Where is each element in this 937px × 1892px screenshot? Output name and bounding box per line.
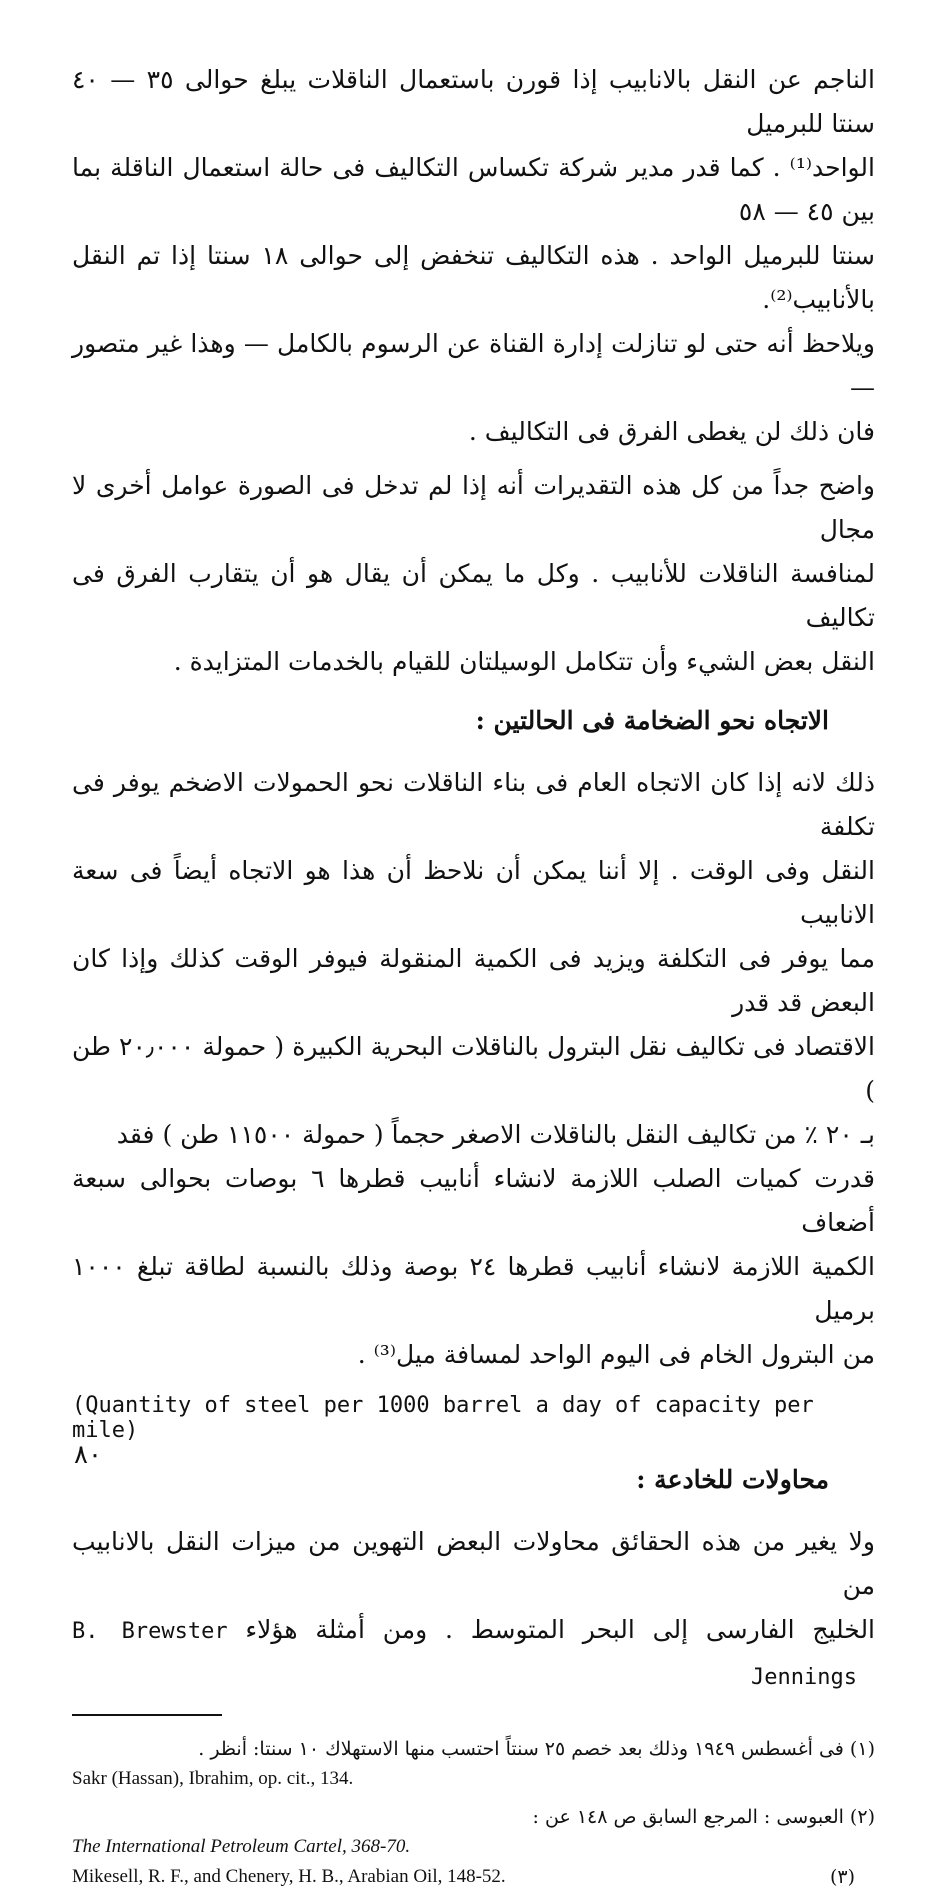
- arabic-text: الخليج الفارسى إلى البحر المتوسط . ومن أمثلة هؤلاء: [245, 1615, 876, 1644]
- footnote-1-ref: Sakr (Hassan), Ibrahim, op. cit., 134.: [72, 1768, 354, 1789]
- footnote-3-row: [72, 1862, 875, 1892]
- text-line: قدرت كميات الصلب اللازمة لانشاء أنابيب قطرها ٦ بوصات بحوالى سبعة أضعاف: [72, 1164, 875, 1237]
- text-line: من البترول الخام فى اليوم الواحد لمسافة ميل⁽³⁾ .: [357, 1340, 875, 1369]
- text-line: لمنافسة الناقلات للأنابيب . وكل ما يمكن أن يقال هو أن يتقارب الفرق فى تكاليف: [72, 559, 875, 632]
- text-line: ذلك لانه إذا كان الاتجاه العام فى بناء الناقلات نحو الحمولات الاضخم يوفر فى تكلفة: [72, 768, 875, 841]
- text-line: بـ ٢٠ ٪ من تكاليف النقل بالناقلات الاصغر حجماً ( حمولة ١١٥٠٠ طن ) فقد: [116, 1120, 875, 1149]
- text-line: فان ذلك لن يغطى الفرق فى التكاليف .: [468, 417, 875, 446]
- footnote-2: (٢) العبوسى : المرجع السابق ص ١٤٨ عن :: [532, 1806, 875, 1828]
- section-heading: الاتجاه نحو الضخامة فى الحالتين :: [475, 706, 829, 735]
- text-line: الناجم عن النقل بالانابيب إذا قورن باستعمال الناقلات يبلغ حوالى ٣٥ — ٤٠ سنتا للبرميل: [72, 65, 875, 138]
- footnote-3-number: (٣): [829, 1866, 855, 1888]
- text-line: واضح جداً من كل هذه التقديرات أنه إذا لم تدخل فى الصورة عوامل أخرى لا مجال: [72, 471, 875, 544]
- footnote-divider: [72, 1714, 222, 1716]
- text-line: ويلاحظ أنه حتى لو تنازلت إدارة القناة عن الرسوم بالكامل — وهذا غير متصور —: [72, 329, 875, 402]
- text-line: الواحد⁽¹⁾ . كما قدر مدير شركة تكساس التكاليف فى حالة استعمال الناقلة بما بين ٤٥ — ٥٨: [72, 153, 875, 226]
- footnotes: [72, 1734, 875, 1892]
- paragraph-1: [72, 58, 875, 454]
- text-line: مما يوفر فى التكلفة ويزيد فى الكمية المنقولة فيوفر الوقت كذلك وإذا كان البعض قد قدر: [72, 944, 875, 1017]
- text-line: النقل بعض الشيء وأن تتكامل الوسيلتان للقيام بالخدمات المتزايدة .: [173, 647, 875, 676]
- text-line: سنتا للبرميل الواحد . هذه التكاليف تنخفض إلى حوالى ١٨ سنتا إذا تم النقل بالأنابيب⁽²⁾.: [72, 241, 876, 314]
- paragraph-3: [72, 761, 875, 1377]
- section-heading: محاولات للخادعة :: [636, 1465, 829, 1494]
- footnote-2-ref: [72, 1832, 875, 1862]
- english-quote: (Quantity of steel per 1000 barrel a day of capacity per mile): [72, 1393, 814, 1443]
- paragraph-2: [72, 464, 875, 684]
- english-name: B. Brewster Jennings: [72, 1619, 857, 1690]
- page-number: ٨٠: [74, 1440, 102, 1470]
- text-line: الكمية اللازمة لانشاء أنابيب قطرها ٢٤ بوصة وذلك بالنسبة لطاقة تبلغ ١٠٠٠ برميل: [72, 1252, 875, 1325]
- footnote-1: (١) فى أغسطس ١٩٤٩ وذلك بعد خصم ٢٥ سنتاً احتسب منها الاستهلاك ١٠ سنتا: أنظر .: [198, 1738, 875, 1760]
- paragraph-4: [72, 1520, 875, 1700]
- text-line: [72, 1608, 875, 1700]
- book-title: The International Petroleum Cartel, 368-70.: [72, 1836, 411, 1857]
- text-line: الاقتصاد فى تكاليف نقل البترول بالناقلات البحرية الكبيرة ( حمولة ٢٠٫٠٠٠ طن ): [72, 1032, 875, 1105]
- text-line: النقل وفى الوقت . إلا أننا يمكن أن نلاحظ أن هذا هو الاتجاه أيضاً فى سعة الانابيب: [72, 856, 875, 929]
- text-line: ولا يغير من هذه الحقائق محاولات البعض التهوين من ميزات النقل بالانابيب من: [72, 1527, 875, 1600]
- footnote-3-ref: Mikesell, R. F., and Chenery, H. B., Arabian Oil, 148-52.: [72, 1866, 506, 1887]
